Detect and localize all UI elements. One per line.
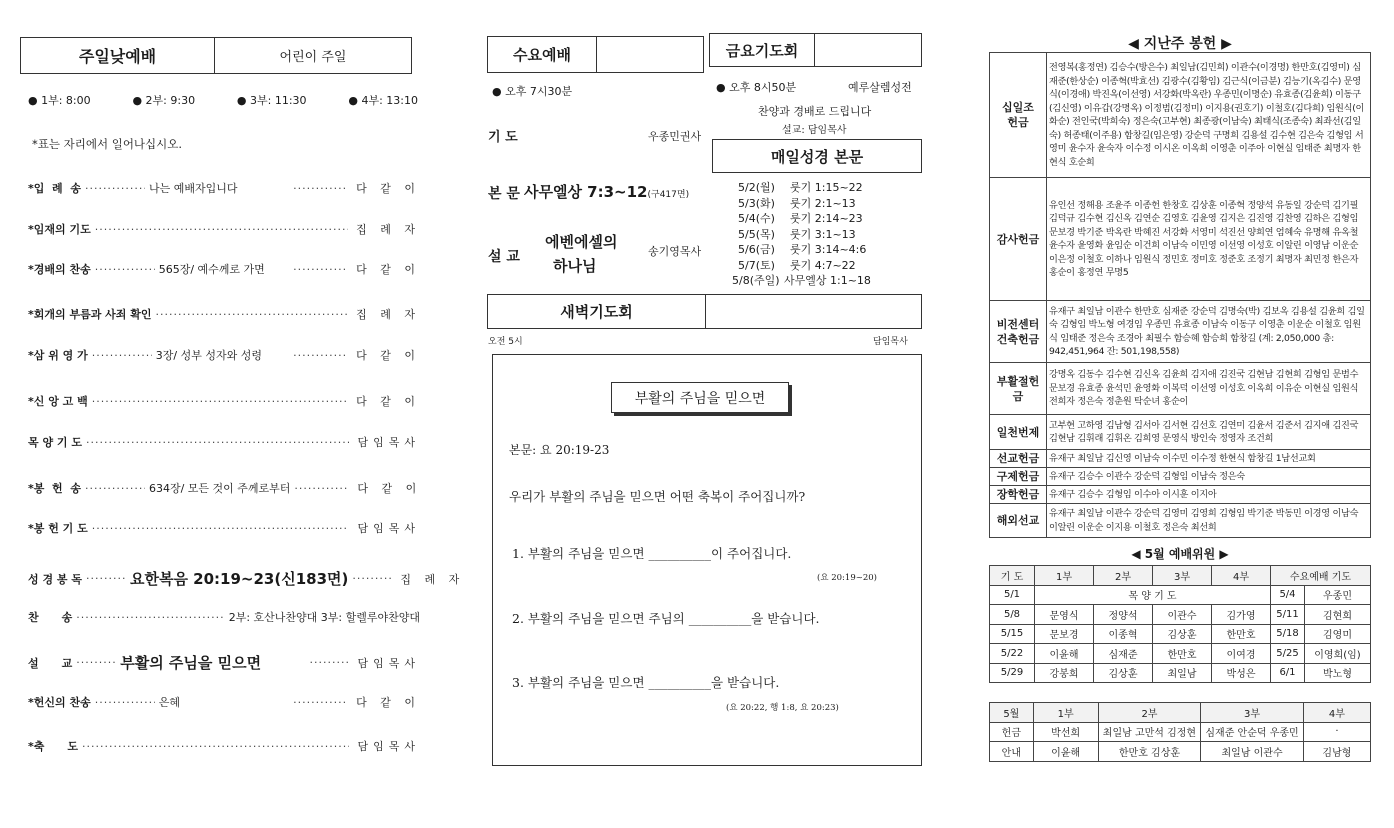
dawn-header — [487, 294, 922, 329]
usher-cell: 안내 — [990, 742, 1034, 762]
wednesday-sermon-who: 송기영목사 — [648, 245, 702, 258]
order-row — [28, 520, 420, 536]
friday-title: 금요기도회 — [710, 34, 815, 66]
order-content: 나는 예배자입니다 — [148, 182, 238, 195]
dawn-who: 담임목사 — [873, 337, 908, 347]
offering-table — [989, 52, 1371, 538]
order-leader-dots — [86, 436, 349, 449]
staff-cell: 목 양 기 도 — [1035, 585, 1271, 605]
staff-cell: 심재준 — [1094, 644, 1153, 664]
daily-reading-date: 5/3(화) — [738, 196, 775, 210]
order-row — [28, 306, 420, 322]
offering-title: ◀ 지난주 봉헌 ▶ — [1128, 36, 1232, 52]
friday-time: ● 오후 8시50분 — [716, 81, 797, 94]
offering-row — [990, 468, 1371, 486]
order-label: *축 도 — [28, 740, 78, 753]
order-row — [28, 738, 420, 754]
order-leader-dots — [85, 182, 145, 195]
daily-reading-row — [738, 195, 856, 211]
usher-header-row — [990, 703, 1371, 723]
daily-reading-date: 5/6(금) — [738, 243, 775, 256]
staff-row — [990, 624, 1371, 644]
wednesday-title: 수요예배 — [488, 37, 597, 72]
staff-cell: 5/1 — [990, 585, 1035, 605]
order-leader-dots — [82, 740, 350, 753]
staff-header-cell: 4부 — [1212, 566, 1271, 586]
offering-row — [990, 504, 1371, 538]
order-content: 634장/ 모든 것이 주께로부터 — [148, 482, 291, 495]
offering-names: 유재구 최일남 이관수 강순덕 김영미 김영희 김형임 박기준 박동민 이경영 이남숙 이알린 이운순 이지용 이철호 정은숙 최선희 — [1047, 504, 1371, 538]
offering-row — [990, 415, 1371, 450]
order-leader-dots — [352, 572, 392, 585]
offering-row — [990, 486, 1371, 504]
offering-names: 고부현 고하영 김남형 김서아 김서현 김선호 김연미 김윤서 김준서 김지애 김진국 김현남 김휘래 김휘온 김희영 문영식 방인숙 정영자 조건희 — [1047, 415, 1371, 450]
daily-reading-row — [738, 210, 863, 226]
order-leader-dots — [85, 482, 145, 495]
staff-header-cell: 1부 — [1035, 566, 1094, 586]
service-time-1: ● 1부: 8:00 — [28, 94, 91, 107]
sermon-notes-q3-ref: (요 20:22, 행 1:8, 요 20:23) — [726, 703, 839, 713]
daily-reading-row — [738, 226, 856, 242]
offering-names: 유재구 김승수 이관수 강순덕 김형임 이남숙 정은숙 — [1047, 468, 1371, 486]
order-leader-dots — [293, 349, 348, 362]
order-leader: 담임목사 — [357, 740, 420, 753]
order-leader-dots — [95, 223, 348, 236]
staff-cell: 박성은 — [1212, 663, 1271, 683]
staff-cell: 문보경 — [1035, 624, 1094, 644]
order-leader: 담임목사 — [357, 522, 420, 535]
usher-cell: 한만호 김상훈 — [1098, 742, 1201, 762]
order-leader-dots — [76, 656, 116, 669]
staff-cell: 5/25 — [1271, 644, 1305, 664]
staff-header-row — [990, 566, 1371, 586]
stand-note: *표는 자리에서 일어나십시오. — [32, 137, 183, 151]
order-label: *임재의 기도 — [28, 223, 91, 236]
staff-cell: 5/11 — [1271, 605, 1305, 625]
sermon-notes-title-box — [611, 382, 789, 413]
daily-reading-ref: 룻기 3:14~4:6 — [790, 243, 867, 256]
offering-names: 유재구 김승수 김형임 이수아 이시훈 이지아 — [1047, 486, 1371, 504]
staff-cell: 김가영 — [1212, 605, 1271, 625]
wednesday-text-ref: 사무엘상 7:3~12(구417면) — [524, 183, 690, 201]
daily-reading-date: 5/5(목) — [738, 227, 775, 241]
staff-cell: 최일남 — [1153, 663, 1212, 683]
offering-category: 부활절헌금 — [990, 363, 1047, 415]
staff-cell: 김현희 — [1304, 605, 1370, 625]
order-leader-dots — [92, 522, 350, 535]
usher-row — [990, 722, 1371, 742]
order-label: *경배의 찬송 — [28, 263, 91, 276]
wednesday-sermon-title-1: 에벤에셀의 — [545, 233, 618, 251]
order-leader-dots — [92, 349, 152, 362]
order-leader-dots — [92, 395, 348, 408]
order-leader-dots — [95, 263, 155, 276]
staff-header-cell: 3부 — [1153, 566, 1212, 586]
order-leader: 다 같 이 — [356, 182, 420, 195]
order-leader: 담임목사 — [357, 656, 420, 670]
staff-cell: 이영희(임) — [1304, 644, 1370, 664]
daily-reading-date: 5/8(주일) — [732, 274, 780, 287]
staff-cell: 5/15 — [990, 624, 1035, 644]
order-content: 2부: 호산나찬양대 3부: 할렐루야찬양대 — [228, 611, 420, 624]
staff-header-cell: 2부 — [1094, 566, 1153, 586]
order-label: *신 앙 고 백 — [28, 395, 88, 408]
order-leader-dots — [293, 696, 348, 709]
order-row — [28, 347, 420, 363]
daily-reading-date: 5/4(수) — [738, 212, 775, 225]
sermon-notes-title: 부활의 주님을 믿으면 — [634, 390, 766, 407]
offering-category: 구제헌금 — [990, 468, 1047, 486]
order-label: *삼 위 영 가 — [28, 349, 88, 362]
offering-row — [990, 53, 1371, 178]
usher-header-cell: 1부 — [1033, 703, 1098, 723]
order-row — [28, 221, 420, 237]
staff-cell: 김상훈 — [1153, 624, 1212, 644]
staff-cell: 김상훈 — [1094, 663, 1153, 683]
usher-cell: 이윤해 — [1033, 742, 1098, 762]
order-leader: 다 같 이 — [357, 482, 422, 495]
order-row — [28, 434, 420, 450]
order-label: *입 례 송 — [28, 182, 81, 195]
sermon-notes-question: 우리가 부활의 주님을 믿으면 어떤 축복이 주어집니까? — [509, 489, 806, 504]
daily-reading-ref: 룻기 2:1~13 — [790, 196, 856, 210]
staff-cell: 이관수 — [1153, 605, 1212, 625]
staff-cell: 5/8 — [990, 605, 1035, 625]
staff-row — [990, 644, 1371, 664]
offering-names: 유재구 최일남 이관수 한만호 심재준 강순덕 김명숙(박) 김보옥 김용설 김윤희 김일숙 김형임 박노형 여경임 우종민 유효종 이남숙 이동구 이영춘 이운순 이철호 임원식 임태준 정은숙 조경아 최필수 함승혜 함승희 함창길 (계: 2,050,000 총: 942,451,964 잔: 501,198,558) — [1047, 301, 1371, 363]
staff-cell: 정양석 — [1094, 605, 1153, 625]
offering-category: 일천번제 — [990, 415, 1047, 450]
friday-line-2: 설교: 담임목사 — [782, 125, 847, 136]
order-leader: 집 례 자 — [356, 223, 420, 236]
daily-reading-date: 5/7(토) — [738, 258, 775, 272]
wednesday-text-page: (구417면) — [647, 190, 690, 200]
order-label: *헌신의 찬송 — [28, 696, 91, 709]
order-row — [28, 480, 420, 496]
staff-cell: 한만호 — [1153, 644, 1212, 664]
offering-category: 비전센터 건축헌금 — [990, 301, 1047, 363]
wednesday-sermon-label: 설 교 — [488, 249, 520, 265]
usher-cell: 헌금 — [990, 722, 1034, 742]
staff-cell: 이여경 — [1212, 644, 1271, 664]
daily-reading-ref: 룻기 4:7~22 — [790, 258, 856, 272]
order-leader: 집 례 자 — [400, 572, 465, 586]
order-content: 3장/ 성부 성자와 성령 — [155, 349, 262, 362]
dawn-title: 새벽기도회 — [488, 295, 706, 328]
order-leader-dots — [76, 611, 224, 624]
staff-cell: 6/1 — [1271, 663, 1305, 683]
daily-reading-row — [738, 241, 866, 257]
order-row — [28, 261, 420, 277]
order-content: 요한복음 20:19~23(신183면) — [130, 570, 349, 588]
order-leader-dots — [309, 656, 349, 669]
staff-cell: 5/18 — [1271, 624, 1305, 644]
service-times — [28, 92, 418, 108]
order-row — [28, 694, 420, 710]
order-row — [28, 652, 420, 673]
order-leader: 다 같 이 — [356, 696, 420, 709]
offering-category: 해외선교 — [990, 504, 1047, 538]
usher-header-cell: 2부 — [1098, 703, 1201, 723]
staff-cell: 우종민 — [1304, 585, 1370, 605]
wednesday-header — [487, 36, 704, 73]
usher-cell: 심재준 안순덕 우종민 — [1201, 722, 1304, 742]
order-leader: 다 같 이 — [356, 395, 420, 408]
daily-reading-ref: 사무엘상 1:1~18 — [784, 274, 871, 287]
usher-cell: 최일남 이관수 — [1201, 742, 1304, 762]
daily-reading-ref: 룻기 1:15~22 — [790, 181, 863, 194]
order-leader-dots — [293, 182, 348, 195]
daily-bible-header — [712, 139, 922, 173]
order-leader: 다 같 이 — [356, 263, 420, 276]
order-row — [28, 609, 420, 625]
staff-header-cell: 기 도 — [990, 566, 1035, 586]
staff-cell: 5/4 — [1271, 585, 1305, 605]
staff-row — [990, 605, 1371, 625]
daily-reading-date: 5/2(월) — [738, 181, 775, 194]
staff-row — [990, 663, 1371, 683]
order-row — [28, 568, 465, 589]
order-label: *봉 헌 기 도 — [28, 522, 88, 535]
order-leader: 다 같 이 — [356, 349, 420, 362]
daily-reading-row — [732, 272, 871, 288]
order-label: 찬 송 — [28, 611, 73, 624]
daily-reading-ref: 룻기 2:14~23 — [790, 212, 863, 225]
offering-names: 전영복(홍정연) 김승수(방은수) 최일남(김민희) 이관수(이경명) 한만호(김영미) 심재준(한상순) 이종혁(박효선) 김광수(김황임) 김근식(이금분) 김능기(옥김수) 문영식(이경애) 박진옥(이선영) 서강화(박옥란) 우종민(이명순) 유효종(김윤희) 이동구(김신영) 이유갑(강명옥) 이정범(김정미) 이지용(권호기) 이철호(김다희) 임원식(이화순) 전인국(박희숙) 정은숙(고부현) 최종광(이남숙) 최태식(조종숙) 최좌선(김일숙) 허종태(이주용) 함창길(임은영) 강순덕 구명희 김용설 김수현 김은숙 김형임 서영미 윤수자 윤숙자 이수정 이시온 이옥희 이영춘 이주아 이현실 임태준 최명자 한현식 호순희 — [1047, 53, 1371, 178]
staff-cell: 문영식 — [1035, 605, 1094, 625]
order-leader-dots — [156, 308, 349, 321]
usher-header-cell: 3부 — [1201, 703, 1304, 723]
order-label: 성 경 봉 독 — [28, 572, 82, 586]
offering-category: 십일조 헌금 — [990, 53, 1047, 178]
wednesday-sermon-title-2: 하나님 — [553, 257, 597, 275]
friday-header — [709, 33, 922, 67]
order-label: *봉 헌 송 — [28, 482, 81, 495]
usher-cell: 최일남 고만석 김정현 — [1098, 722, 1201, 742]
order-row — [28, 393, 420, 409]
offering-row — [990, 363, 1371, 415]
staff-title: ◀ 5월 예배위원 ▶ — [1131, 547, 1229, 561]
friday-place: 예루살렘성전 — [848, 81, 912, 94]
offering-names: 강명옥 김동수 김수현 김신옥 김윤희 김지애 김진국 김현남 김현희 김형임 문범수 문보경 유효종 윤석민 윤영화 이복덕 이선영 이성호 이옥희 이유순 이현실 임원식 전희자 정은숙 정춘원 탁순녀 홍순이 — [1047, 363, 1371, 415]
usher-header-cell: 5월 — [990, 703, 1034, 723]
order-content: 부활의 주님을 믿으면 — [120, 654, 262, 672]
usher-cell: 박선희 — [1033, 722, 1098, 742]
order-leader-dots — [293, 263, 348, 276]
staff-cell: 이윤해 — [1035, 644, 1094, 664]
usher-cell: · — [1303, 722, 1370, 742]
daily-bible-title: 매일성경 본문 — [770, 147, 864, 166]
order-content: 565장/ 예수께로 가면 — [158, 263, 265, 276]
wednesday-prayer-who: 우종민권사 — [648, 130, 702, 143]
offering-category: 감사헌금 — [990, 178, 1047, 301]
sunday-service-title: 주일낮예배 — [21, 38, 215, 73]
order-leader-dots — [86, 572, 126, 585]
offering-row — [990, 301, 1371, 363]
order-content: 은혜 — [158, 696, 180, 709]
staff-cell: 5/29 — [990, 663, 1035, 683]
order-leader-dots — [95, 696, 155, 709]
sunday-service-header — [20, 37, 412, 74]
order-leader-dots — [294, 482, 349, 495]
order-leader: 담임목사 — [357, 436, 420, 449]
order-label: *회개의 부름과 사죄 확인 — [28, 308, 152, 321]
sermon-notes-q1: 1. 부활의 주님을 믿으면 __________이 주어집니다. — [512, 546, 792, 561]
offering-row — [990, 178, 1371, 301]
staff-cell: 이종혁 — [1094, 624, 1153, 644]
dawn-time: 오전 5시 — [488, 337, 523, 347]
order-leader: 집 례 자 — [356, 308, 420, 321]
wednesday-prayer-label: 기 도 — [488, 130, 518, 145]
staff-row — [990, 585, 1371, 605]
service-time-3: ● 3부: 11:30 — [236, 94, 307, 107]
service-time-2: ● 2부: 9:30 — [132, 94, 196, 107]
staff-header-cell: 수요예배 기도 — [1271, 566, 1371, 586]
daily-reading-row — [738, 179, 863, 195]
offering-category: 선교헌금 — [990, 450, 1047, 468]
service-time-4: ● 4부: 13:10 — [348, 94, 418, 107]
sermon-notes-q2: 2. 부활의 주님을 믿으면 주님의 __________을 받습니다. — [512, 611, 820, 626]
sermon-notes-text: 본문: 요 20:19-23 — [509, 443, 610, 457]
order-label: 목 양 기 도 — [28, 436, 82, 449]
sermon-notes-q3: 3. 부활의 주님을 믿으면 __________을 받습니다. — [512, 675, 780, 690]
usher-table — [989, 702, 1371, 762]
usher-header-cell: 4부 — [1303, 703, 1370, 723]
order-label: 설 교 — [28, 656, 73, 670]
daily-reading-ref: 룻기 3:1~13 — [790, 227, 856, 241]
order-row — [28, 180, 420, 196]
staff-cell: 5/22 — [990, 644, 1035, 664]
offering-row — [990, 450, 1371, 468]
wednesday-time: ● 오후 7시30분 — [492, 85, 573, 98]
worship-staff-table — [989, 565, 1371, 683]
usher-cell: 김남형 — [1303, 742, 1370, 762]
offering-names: 유인선 정해용 조윤주 이종헌 한창호 김상훈 이종혁 정양석 유동일 강순덕 김기필 김덕규 김수현 김신옥 김연순 김영호 김윤영 김지은 김진영 김찬영 김하은 김형임 문보경 박기준 박옥란 박혜진 서강화 서영미 석진선 양희연 엄혜숙 유명해 유옥철 윤수자 윤영화 윤임순 이건희 이남숙 이민영 이선영 이성호 이알린 이영남 이운순 이은정 이철호 이하나 임원식 정민호 정미호 정준호 조정기 최명자 최민정 한은자 홍순이 홍정연 무명5 — [1047, 178, 1371, 301]
staff-cell: 한만호 — [1212, 624, 1271, 644]
wednesday-text-label: 본 문 — [488, 186, 520, 202]
offering-names: 유재구 최일남 김신영 이남숙 이수민 이수정 한현식 함창길 1남선교회 — [1047, 450, 1371, 468]
offering-category: 장학헌금 — [990, 486, 1047, 504]
friday-line-1: 찬양과 경배로 드립니다 — [758, 105, 872, 118]
staff-cell: 김영미 — [1304, 624, 1370, 644]
sunday-service-subtitle: 어린이 주일 — [279, 50, 347, 65]
staff-cell: 박노형 — [1304, 663, 1370, 683]
usher-row — [990, 742, 1371, 762]
daily-reading-row — [738, 257, 856, 273]
staff-cell: 강봉희 — [1035, 663, 1094, 683]
sermon-notes-q1-ref: (요 20:19~20) — [817, 573, 877, 583]
